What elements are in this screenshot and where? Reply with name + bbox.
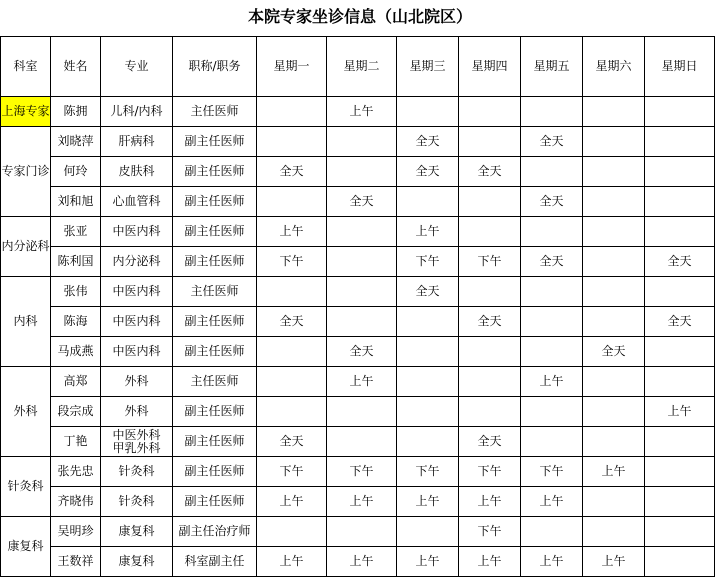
- title-cell: 副主任医师: [173, 247, 257, 277]
- schedule-cell-friday: 全天: [521, 127, 583, 157]
- title-cell: 主任医师: [173, 367, 257, 397]
- schedule-cell-friday: 全天: [521, 187, 583, 217]
- doctor-name-cell: 高郑: [51, 367, 101, 397]
- doctor-name-cell: 马成燕: [51, 337, 101, 367]
- schedule-cell-wednesday: [397, 367, 459, 397]
- schedule-cell-wednesday: 下午: [397, 457, 459, 487]
- header-monday: 星期一: [257, 37, 327, 97]
- schedule-cell-saturday: [583, 157, 645, 187]
- schedule-cell-saturday: 上午: [583, 457, 645, 487]
- schedule-cell-saturday: [583, 247, 645, 277]
- schedule-cell-sunday: [645, 157, 715, 187]
- specialty-cell: 皮肤科: [101, 157, 173, 187]
- schedule-cell-monday: [257, 127, 327, 157]
- title-cell: 副主任医师: [173, 157, 257, 187]
- table-row: [1, 337, 715, 367]
- schedule-cell-sunday: [645, 97, 715, 127]
- schedule-cell-thursday: [459, 397, 521, 427]
- schedule-cell-sunday: [645, 487, 715, 517]
- schedule-cell-thursday: 全天: [459, 157, 521, 187]
- schedule-cell-thursday: 全天: [459, 307, 521, 337]
- specialty-line: 中医外科: [112, 427, 161, 442]
- schedule-cell-sunday: [645, 427, 715, 457]
- doctor-name-cell: 张伟: [51, 277, 101, 307]
- table-row: [1, 367, 715, 397]
- schedule-cell-wednesday: 上午: [397, 547, 459, 577]
- table-row: [1, 307, 715, 337]
- schedule-cell-monday: [257, 277, 327, 307]
- table-row: [1, 157, 715, 187]
- header-name: 姓名: [51, 37, 101, 97]
- department-cell: 内分泌科: [1, 217, 51, 277]
- schedule-cell-monday: 上午: [257, 217, 327, 247]
- schedule-cell-tuesday: 全天: [327, 337, 397, 367]
- specialty-cell: 康复科: [101, 547, 173, 577]
- table-row: [1, 547, 715, 577]
- table-row: [1, 127, 715, 157]
- doctor-name-cell: 段宗成: [51, 397, 101, 427]
- schedule-cell-sunday: [645, 277, 715, 307]
- doctor-name-cell: 王数祥: [51, 547, 101, 577]
- schedule-cell-thursday: [459, 217, 521, 247]
- schedule-cell-monday: [257, 97, 327, 127]
- title-cell: 副主任医师: [173, 427, 257, 457]
- title-cell: 主任医师: [173, 277, 257, 307]
- specialty-cell: 外科: [101, 367, 173, 397]
- schedule-cell-monday: [257, 397, 327, 427]
- schedule-cell-saturday: [583, 277, 645, 307]
- schedule-cell-saturday: [583, 97, 645, 127]
- header-sunday: 星期日: [645, 37, 715, 97]
- specialty-cell: 中医内科: [101, 337, 173, 367]
- schedule-cell-tuesday: [327, 217, 397, 247]
- title-cell: 副主任医师: [173, 307, 257, 337]
- doctor-name-cell: 吴明珍: [51, 517, 101, 547]
- schedule-cell-monday: 全天: [257, 157, 327, 187]
- schedule-cell-saturday: 全天: [583, 337, 645, 367]
- specialty-cell: 儿科/内科: [101, 97, 173, 127]
- schedule-cell-tuesday: [327, 517, 397, 547]
- schedule-cell-tuesday: 上午: [327, 367, 397, 397]
- schedule-cell-thursday: [459, 187, 521, 217]
- title-cell: 副主任医师: [173, 397, 257, 427]
- doctor-name-cell: 丁艳: [51, 427, 101, 457]
- schedule-cell-wednesday: 全天: [397, 277, 459, 307]
- header-specialty: 专业: [101, 37, 173, 97]
- schedule-cell-saturday: [583, 307, 645, 337]
- doctor-name-cell: 张先忠: [51, 457, 101, 487]
- schedule-cell-tuesday: [327, 247, 397, 277]
- schedule-cell-sunday: [645, 367, 715, 397]
- department-cell: 外科: [1, 367, 51, 457]
- schedule-cell-monday: 下午: [257, 457, 327, 487]
- schedule-cell-saturday: [583, 397, 645, 427]
- table-row: [1, 427, 715, 457]
- specialty-cell: 肝病科: [101, 127, 173, 157]
- title-cell: 主任医师: [173, 97, 257, 127]
- schedule-cell-monday: [257, 367, 327, 397]
- schedule-cell-thursday: [459, 97, 521, 127]
- schedule-cell-friday: [521, 217, 583, 247]
- schedule-cell-monday: [257, 337, 327, 367]
- schedule-cell-sunday: [645, 547, 715, 577]
- table-row: [1, 517, 715, 547]
- header-wednesday: 星期三: [397, 37, 459, 97]
- specialty-line: 甲乳外科: [112, 440, 161, 455]
- schedule-cell-monday: 全天: [257, 307, 327, 337]
- specialty-cell: 中医内科: [101, 277, 173, 307]
- schedule-cell-thursday: 下午: [459, 247, 521, 277]
- schedule-cell-wednesday: [397, 397, 459, 427]
- title-cell: 副主任医师: [173, 217, 257, 247]
- schedule-cell-wednesday: 全天: [397, 127, 459, 157]
- schedule-cell-monday: 下午: [257, 247, 327, 277]
- doctor-name-cell: 刘和旭: [51, 187, 101, 217]
- schedule-cell-sunday: [645, 337, 715, 367]
- doctor-name-cell: 齐晓伟: [51, 487, 101, 517]
- department-cell: 康复科: [1, 517, 51, 577]
- specialty-cell: 心血管科: [101, 187, 173, 217]
- schedule-cell-friday: 全天: [521, 247, 583, 277]
- schedule-cell-wednesday: 上午: [397, 487, 459, 517]
- schedule-cell-sunday: [645, 457, 715, 487]
- doctor-name-cell: 陈海: [51, 307, 101, 337]
- schedule-cell-saturday: [583, 367, 645, 397]
- schedule-cell-sunday: [645, 127, 715, 157]
- specialty-cell: 外科: [101, 397, 173, 427]
- header-dept: 科室: [1, 37, 51, 97]
- schedule-cell-friday: [521, 337, 583, 367]
- schedule-cell-thursday: 上午: [459, 547, 521, 577]
- table-row: [1, 457, 715, 487]
- department-cell: 针灸科: [1, 457, 51, 517]
- schedule-cell-monday: 上午: [257, 487, 327, 517]
- title-cell: 副主任医师: [173, 457, 257, 487]
- title-cell: 副主任医师: [173, 487, 257, 517]
- schedule-cell-tuesday: 上午: [327, 97, 397, 127]
- table-row: [1, 397, 715, 427]
- title-cell: 科室副主任: [173, 547, 257, 577]
- schedule-cell-friday: 上午: [521, 547, 583, 577]
- department-cell: 上海专家: [1, 97, 51, 127]
- schedule-cell-thursday: [459, 367, 521, 397]
- specialty-cell: 中医内科: [101, 307, 173, 337]
- schedule-cell-wednesday: [397, 337, 459, 367]
- schedule-cell-sunday: 上午: [645, 397, 715, 427]
- header-title: 职称/职务: [173, 37, 257, 97]
- schedule-cell-friday: [521, 397, 583, 427]
- schedule-cell-monday: 上午: [257, 547, 327, 577]
- header-tuesday: 星期二: [327, 37, 397, 97]
- schedule-cell-tuesday: [327, 127, 397, 157]
- header-row: [1, 37, 715, 97]
- schedule-cell-saturday: [583, 127, 645, 157]
- schedule-cell-sunday: [645, 517, 715, 547]
- schedule-cell-sunday: [645, 217, 715, 247]
- specialty-cell: 内分泌科: [101, 247, 173, 277]
- schedule-cell-thursday: [459, 127, 521, 157]
- schedule-cell-friday: [521, 277, 583, 307]
- specialty-cell: 康复科: [101, 517, 173, 547]
- schedule-cell-saturday: [583, 517, 645, 547]
- header-saturday: 星期六: [583, 37, 645, 97]
- header-friday: 星期五: [521, 37, 583, 97]
- schedule-cell-wednesday: 下午: [397, 247, 459, 277]
- schedule-cell-friday: [521, 427, 583, 457]
- schedule-body: [1, 37, 715, 577]
- department-cell: 专家门诊: [1, 127, 51, 217]
- table-row: [1, 217, 715, 247]
- title-cell: 副主任治疗师: [173, 517, 257, 547]
- schedule-cell-tuesday: 全天: [327, 187, 397, 217]
- schedule-table-wrapper: [0, 36, 715, 577]
- schedule-cell-wednesday: 上午: [397, 217, 459, 247]
- schedule-cell-tuesday: [327, 157, 397, 187]
- title-cell: 副主任医师: [173, 187, 257, 217]
- schedule-cell-friday: 上午: [521, 487, 583, 517]
- specialty-cell: 针灸科: [101, 457, 173, 487]
- schedule-cell-thursday: 上午: [459, 487, 521, 517]
- schedule-cell-sunday: 全天: [645, 247, 715, 277]
- table-row: [1, 187, 715, 217]
- specialty-cell: 中医内科: [101, 217, 173, 247]
- schedule-cell-friday: 下午: [521, 457, 583, 487]
- schedule-cell-friday: [521, 517, 583, 547]
- schedule-cell-wednesday: [397, 307, 459, 337]
- schedule-cell-monday: [257, 517, 327, 547]
- title-cell: 副主任医师: [173, 127, 257, 157]
- schedule-cell-thursday: 全天: [459, 427, 521, 457]
- specialty-cell: [101, 427, 173, 457]
- schedule-cell-saturday: [583, 187, 645, 217]
- schedule-cell-monday: [257, 187, 327, 217]
- schedule-cell-saturday: 上午: [583, 547, 645, 577]
- schedule-cell-tuesday: [327, 307, 397, 337]
- schedule-cell-friday: [521, 307, 583, 337]
- schedule-cell-saturday: [583, 487, 645, 517]
- schedule-cell-tuesday: [327, 427, 397, 457]
- schedule-cell-tuesday: 下午: [327, 457, 397, 487]
- specialty-cell: 针灸科: [101, 487, 173, 517]
- schedule-cell-thursday: [459, 337, 521, 367]
- schedule-table: [0, 36, 715, 577]
- schedule-cell-saturday: [583, 427, 645, 457]
- schedule-cell-tuesday: 上午: [327, 487, 397, 517]
- table-row: [1, 277, 715, 307]
- table-row: [1, 97, 715, 127]
- schedule-cell-tuesday: [327, 397, 397, 427]
- doctor-name-cell: 张亚: [51, 217, 101, 247]
- schedule-cell-monday: 全天: [257, 427, 327, 457]
- schedule-cell-wednesday: 全天: [397, 157, 459, 187]
- schedule-cell-sunday: [645, 187, 715, 217]
- table-row: [1, 247, 715, 277]
- page-title: 本院专家坐诊信息（山北院区）: [247, 7, 472, 26]
- schedule-cell-wednesday: [397, 97, 459, 127]
- department-cell: 内科: [1, 277, 51, 367]
- header-thursday: 星期四: [459, 37, 521, 97]
- schedule-cell-thursday: [459, 277, 521, 307]
- schedule-cell-friday: [521, 157, 583, 187]
- schedule-cell-wednesday: [397, 187, 459, 217]
- schedule-cell-friday: [521, 97, 583, 127]
- schedule-cell-thursday: 下午: [459, 457, 521, 487]
- title-cell: 副主任医师: [173, 337, 257, 367]
- schedule-cell-friday: 上午: [521, 367, 583, 397]
- schedule-cell-sunday: 全天: [645, 307, 715, 337]
- schedule-cell-wednesday: [397, 517, 459, 547]
- doctor-name-cell: 陈拥: [51, 97, 101, 127]
- schedule-cell-tuesday: 上午: [327, 547, 397, 577]
- schedule-cell-thursday: 下午: [459, 517, 521, 547]
- doctor-name-cell: 刘晓萍: [51, 127, 101, 157]
- table-row: [1, 487, 715, 517]
- doctor-name-cell: 陈利国: [51, 247, 101, 277]
- schedule-cell-saturday: [583, 217, 645, 247]
- doctor-name-cell: 何玲: [51, 157, 101, 187]
- schedule-cell-tuesday: [327, 277, 397, 307]
- schedule-cell-wednesday: [397, 427, 459, 457]
